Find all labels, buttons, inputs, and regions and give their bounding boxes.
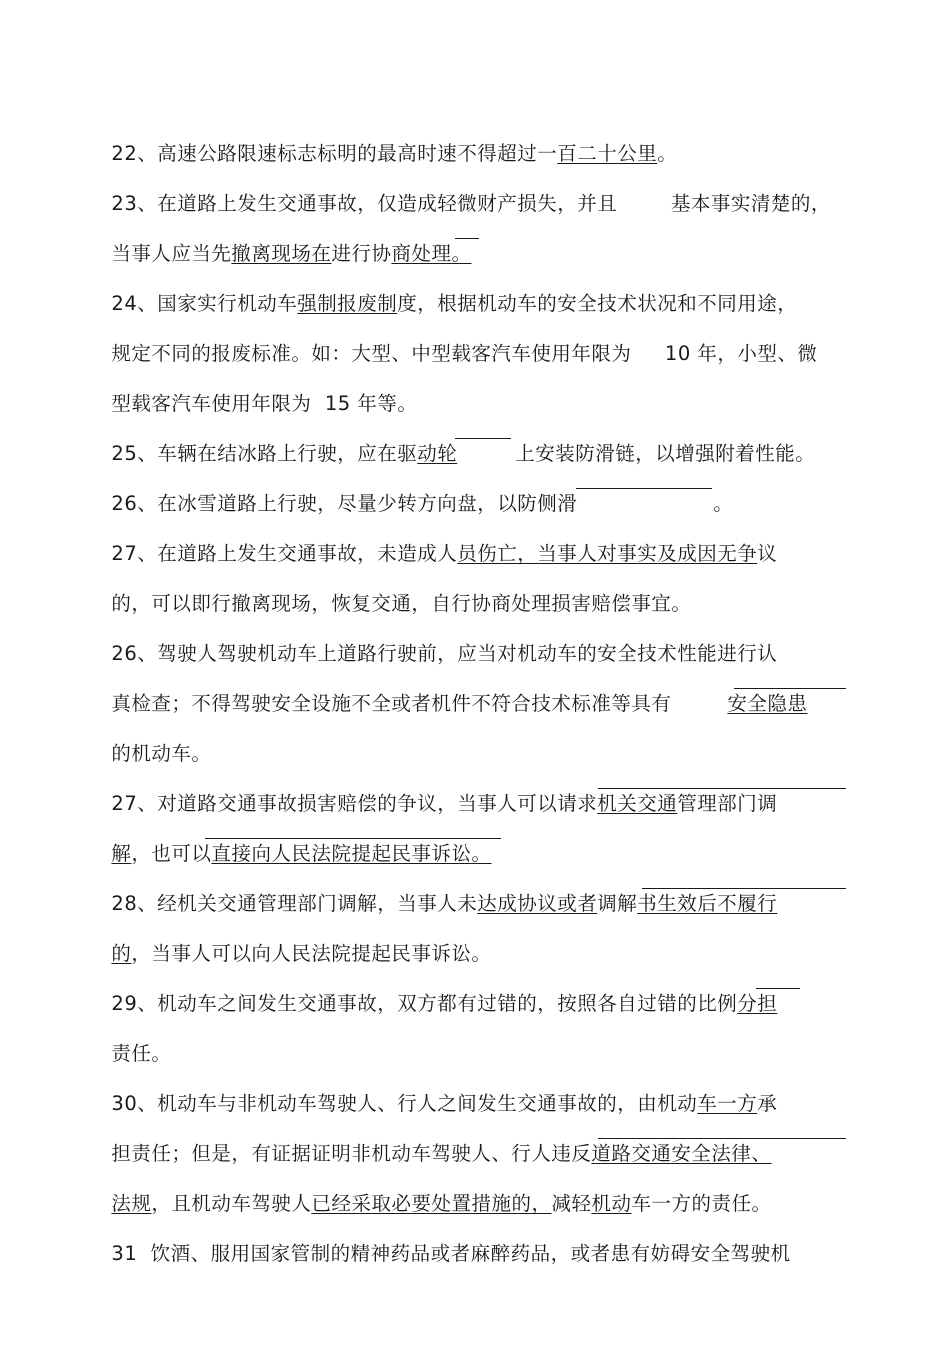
item-27-text-2: 议: [757, 542, 778, 565]
item-24-text-5: 型载客汽车使用年限为: [111, 392, 312, 415]
item-30-text-5: 减轻: [551, 1192, 592, 1215]
item-22-end: 。: [657, 142, 678, 165]
blank-line: [598, 1138, 846, 1139]
item-28-text: 28、经机关交通管理部门调解，当事人未: [111, 892, 478, 915]
item-26-inspect-line-2: [98, 665, 807, 717]
item-30-text-3: 担责任；但是，有证据证明非机动车驾驶人、行人违反: [111, 1142, 592, 1165]
item-30-text-6: 车一方的责任。: [631, 1192, 772, 1215]
answer-of: 的: [111, 942, 132, 965]
answer-agreement: 达成协议或者: [477, 892, 598, 915]
answer-vehicle-side: 车一方: [697, 1092, 758, 1115]
blank-line: [642, 888, 846, 889]
item-23-gap: [617, 192, 671, 215]
item-25: [98, 415, 815, 467]
item-24-text-6: 15 年等。: [324, 392, 418, 415]
item-26b-text: 26、驾驶人驾驶机动车上道路行驶前，应当对机动车的安全技术性能进行认: [111, 642, 778, 665]
item-28-text-3: ，当事人可以向人民法院提起民事诉讼。: [131, 942, 492, 965]
item-28-text-2: 调解: [597, 892, 638, 915]
item-27b-text: 27、对道路交通事故损害赔偿的争议，当事人可以请求: [111, 792, 598, 815]
item-28-line-1: [98, 865, 777, 917]
item-28-line-2: [98, 915, 491, 967]
answer-speed-limit: 百二十公里: [557, 142, 658, 165]
answer-traffic-law: 道路交通安全法律、: [591, 1142, 772, 1165]
item-24-gap: [631, 342, 665, 365]
answer-negotiate: 商处理。: [391, 242, 472, 265]
answer-traffic-dept: 机关交通: [597, 792, 678, 815]
answer-sue: 直接向人民法院提起民事诉讼。: [211, 842, 492, 865]
item-23-text-4: 进行协: [331, 242, 392, 265]
item-24-gap-2: [311, 392, 324, 415]
answer-drive-wheel: 动轮: [417, 442, 458, 465]
answer-cause-dispute: 及成因无争: [657, 542, 758, 565]
item-27b-line-1: [98, 765, 777, 817]
item-30-text-4: ，且机动车驾驶人: [151, 1192, 312, 1215]
item-27-text-3: 的，可以即行撤离现场，恢复交通，自行协商处理损害赔偿事宜。: [111, 592, 692, 615]
item-26b-text-2: 真检查；不得驾驶安全设施不全或者机件不符合技术标准等具有: [111, 692, 672, 715]
answer-safety-hazard: 安全隐患: [727, 692, 808, 715]
answer-motor: 机动: [591, 1192, 632, 1215]
item-30-line-2: [98, 1115, 771, 1167]
item-24-text-4: 10 年，小型、微: [664, 342, 818, 365]
item-26-end: 。: [713, 492, 734, 515]
blank-line: [455, 438, 511, 439]
item-30-text-2: 承: [757, 1092, 778, 1115]
item-24-line-1: [98, 265, 797, 317]
item-24-line-3: [98, 365, 417, 417]
answer-leave-scene: 撤离现场在: [231, 242, 332, 265]
item-29-text-2: 责任。: [111, 1042, 172, 1065]
item-23-text-2: 基本事实清楚的，: [670, 192, 831, 215]
answer-share: 分担: [737, 992, 778, 1015]
item-25-text-2: 上安装防滑链，以增强附着性能。: [515, 442, 816, 465]
answer-scrap-system: 强制报废制: [297, 292, 398, 315]
item-27-line-2: [98, 565, 691, 617]
item-30-line-1: [98, 1065, 777, 1117]
item-24-text-3: 规定不同的报废标准。如：大型、中型载客汽车使用年限为: [111, 342, 632, 365]
item-27-line-1: [98, 515, 777, 567]
item-24-line-2: [98, 315, 817, 367]
item-26b-text-3: 的机动车。: [111, 742, 212, 765]
blank-line: [455, 238, 479, 239]
item-24-text-2: 度，根据机动车的安全技术状况和不同用途，: [397, 292, 798, 315]
item-31: [98, 1215, 791, 1267]
blank-line: [205, 838, 501, 839]
item-26-snow: [98, 465, 733, 517]
item-30-line-3: [98, 1165, 772, 1217]
item-27b-text-3: ，也可以: [131, 842, 212, 865]
item-27-text: 27、在道路上发生交通事故，未造成人: [111, 542, 458, 565]
item-31-text: 31 饮酒、服用国家管制的精神药品或者麻醉药品，或者患有妨碍安全驾驶机: [111, 1242, 791, 1265]
blank-line: [756, 988, 800, 989]
item-26-text: 26、在冰雪道路上行驶，尽量少转方向盘，以防侧滑: [111, 492, 578, 515]
item-25-text: 25、车辆在结冰路上行驶，应在驱: [111, 442, 418, 465]
item-23-line-1: [98, 165, 831, 217]
answer-measures: 已经采取必要处置措施的，: [311, 1192, 552, 1215]
item-29-text: 29、机动车之间发生交通事故，双方都有过错的，按照各自过错的比例: [111, 992, 738, 1015]
answer-casualties: 员伤亡，当事人对事实: [457, 542, 658, 565]
item-29-line-2: [98, 1015, 171, 1067]
item-30-text: 30、机动车与非机动车驾驶人、行人之间发生交通事故的，由机动: [111, 1092, 698, 1115]
blank-line: [576, 488, 712, 489]
item-22-text: 22、高速公路限速标志标明的最高时速不得超过一: [111, 142, 558, 165]
answer-mediate: 解: [111, 842, 132, 865]
item-23-text-3: 当事人应当先: [111, 242, 232, 265]
item-24-text: 24、国家实行机动车: [111, 292, 298, 315]
answer-not-perform: 书生效后不履行: [637, 892, 778, 915]
answer-regulations: 法规: [111, 1192, 152, 1215]
item-22: [98, 115, 677, 167]
item-23-text: 23、在道路上发生交通事故，仅造成轻微财产损失，并且: [111, 192, 618, 215]
item-27b-line-2: [98, 815, 491, 867]
item-26-inspect-line-1: [98, 615, 777, 667]
blank-line: [598, 788, 846, 789]
blank-line: [734, 688, 846, 689]
item-23-line-2: [98, 215, 471, 267]
item-27b-text-2: 管理部门调: [677, 792, 778, 815]
item-26-inspect-line-3: [98, 715, 211, 767]
item-29-line-1: [98, 965, 777, 1017]
